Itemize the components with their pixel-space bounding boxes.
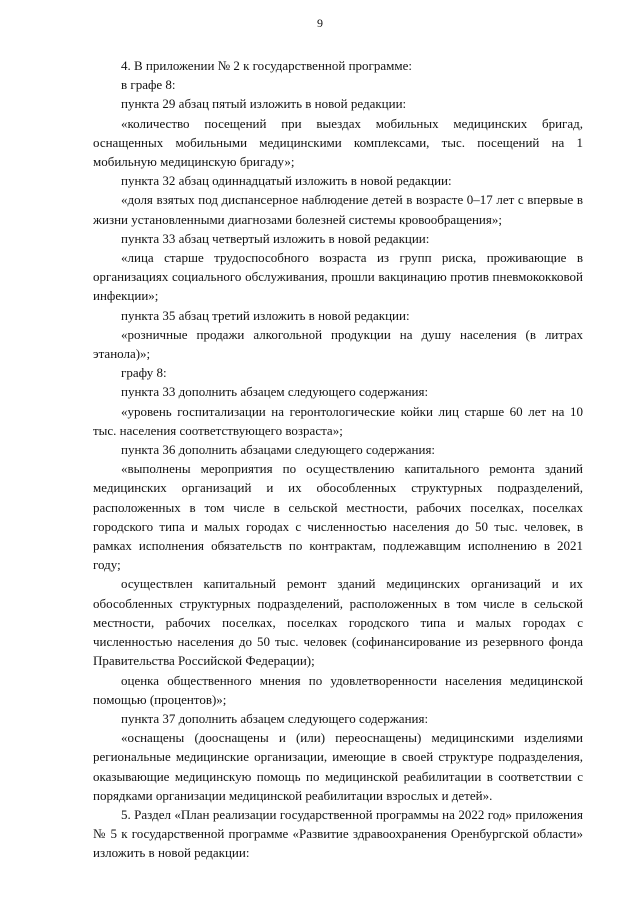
paragraph-quote-repair-2: осуществлен капитальный ремонт зданий медицинских организаций и их обособленных структурных подразделений, расположенных в том числе в сельской местности, рабочих поселках, поселках городского типа и малых городах с численностью населения до 50 тыс. человек (софинансирование из резервного фонда Правительства Российской Федерации);: [93, 576, 583, 669]
paragraph-point-36-add: пункта 36 дополнить абзацами следующего содержания:: [121, 442, 436, 458]
paragraph-item-5: 5. Раздел «План реализации государственной программы на 2022 год» приложения № 5 к государственной программе «Развитие здравоохранения Оренбургской области» изложить в новой редакции:: [93, 806, 583, 861]
paragraph-point-29: пункта 29 абзац пятый изложить в новой редакции:: [121, 96, 407, 112]
document-body: [93, 56, 583, 863]
paragraph-quote-alcohol: «розничные продажи алкогольной продукции на душу населения (в литрах этанола)»;: [93, 326, 583, 362]
paragraph-point-33-add: пункта 33 дополнить абзацем следующего содержания:: [121, 384, 429, 400]
paragraph-point-35: пункта 35 абзац третий изложить в новой редакции:: [121, 307, 410, 323]
paragraph-quote-children: «доля взятых под диспансерное наблюдение детей в возрасте 0–17 лет с впервые в жизни установленными диагнозами болезней системы кровообращения»;: [93, 192, 583, 227]
paragraph-point-37-add: пункта 37 дополнить абзацем следующего содержания:: [121, 710, 429, 726]
paragraph-column-8-b: графу 8:: [121, 365, 167, 381]
paragraph-point-32: пункта 32 абзац одиннадцатый изложить в новой редакции:: [121, 173, 452, 189]
page-number: 9: [317, 16, 323, 30]
paragraph-quote-equipment: «оснащены (дооснащены и (или) переоснащены) медицинскими изделиями региональные медицинские организации, имеющие в своей структуре подразделения, оказывающие медицинскую помощь по медицинской реабилитации в соответствии с порядками организации медицинской реабилитации взрослых и детей».: [93, 730, 583, 803]
paragraph-quote-vaccination: «лица старше трудоспособного возраста из групп риска, проживающие в организациях социального обслуживания, прошли вакцинацию против пневмококковой инфекции»;: [93, 250, 583, 304]
paragraph-column-8: в графе 8:: [121, 77, 176, 93]
paragraph-item-4: 4. В приложении № 2 к государственной программе:: [121, 58, 412, 73]
paragraph-quote-repair-1: «выполнены мероприятия по осуществлению капитального ремонта зданий медицинских организаций и их обособленных структурных подразделений, расположенных в том числе в сельской местности, рабочих поселках, поселках городского типа и малых городах с численностью населения до 50 тыс. человек, в рамках исполнения обязательств по контрактам, подлежавщим исполнению в 2021 году;: [93, 461, 583, 573]
paragraph-quote-mobile-brigades: «количество посещений при выездах мобильных медицинских бригад, оснащенных мобильными медицинскими комплексами, тыс. посещений на 1 мобильную медицинскую бригаду»;: [93, 115, 583, 170]
paragraph-quote-gerontology: «уровень госпитализации на геронтологические койки лиц старше 60 лет на 10 тыс. населения соответствующего возраста»;: [93, 403, 583, 438]
paragraph-quote-opinion: оценка общественного мнения по удовлетворенности населения медицинской помощью (процентов)»;: [93, 672, 583, 707]
paragraph-point-33: пункта 33 абзац четвертый изложить в новой редакции:: [121, 230, 430, 246]
